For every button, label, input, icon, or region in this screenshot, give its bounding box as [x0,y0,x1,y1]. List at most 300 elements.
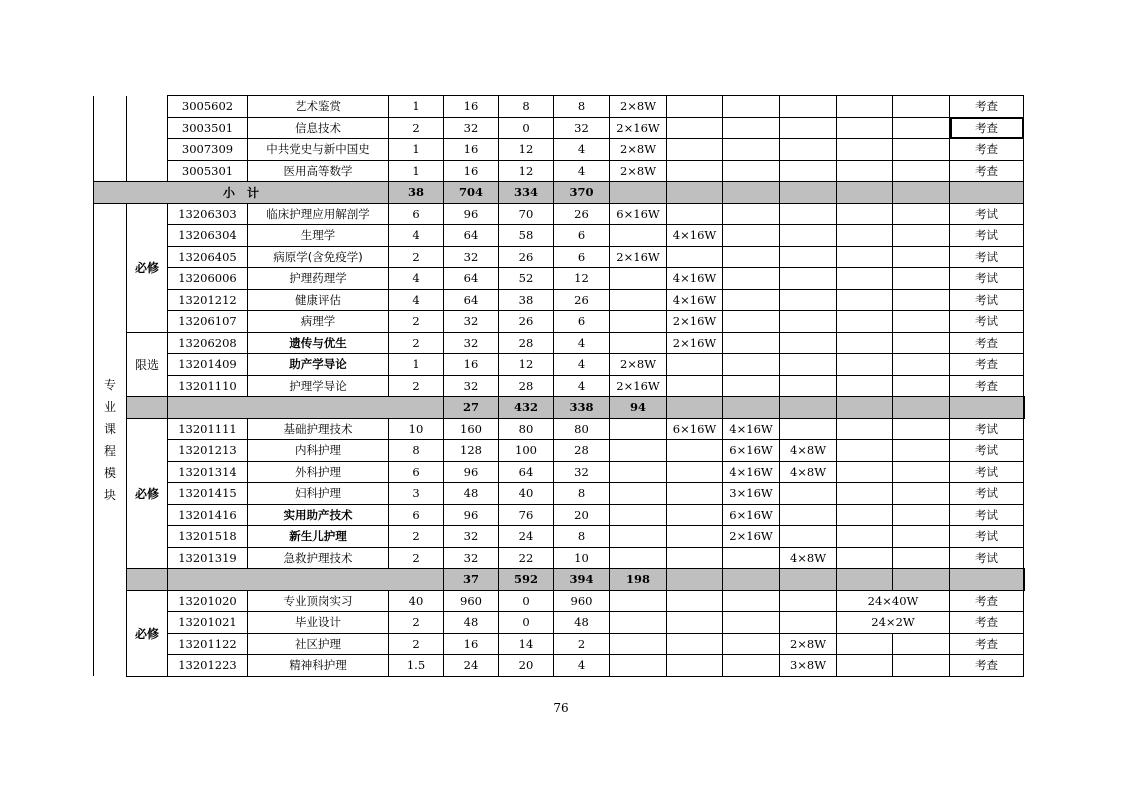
semester-cell: 4×16W [723,418,780,440]
semester-cell [837,203,893,225]
subtotal-row [94,569,1025,591]
course-name: 毕业设计 [248,612,389,634]
course-hours: 32 [444,526,499,548]
subtotal-practice: 370 [554,182,610,204]
semester-cell [837,655,893,677]
semester-cell [893,504,950,526]
course-hours: 128 [444,440,499,462]
semester-cell [723,547,780,569]
course-name: 外科护理 [248,461,389,483]
semester-cell [610,461,667,483]
semester-cell [780,483,837,505]
semester-cell [667,354,723,376]
course-hours: 32 [444,547,499,569]
course-code: 13206304 [168,225,248,247]
assessment-type: 考试 [950,246,1024,268]
semester-cell [780,569,837,591]
course-theory: 28 [499,332,554,354]
semester-cell [780,203,837,225]
assessment-type: 考试 [950,440,1024,462]
semester-cell [667,397,723,419]
semester-cell [780,182,837,204]
semester-cell [780,354,837,376]
assessment-type: 考查 [950,96,1024,118]
semester-cell [893,160,950,182]
course-practice: 960 [554,590,610,612]
course-code: 13201020 [168,590,248,612]
semester-cell: 2×8W [610,354,667,376]
semester-cell [610,590,667,612]
semester-cell: 6×16W [723,440,780,462]
assessment-type: 考查 [950,612,1024,634]
course-credits: 1.5 [389,655,444,677]
table-row [94,268,1025,290]
semester-cell: 4×16W [667,289,723,311]
semester-cell [723,354,780,376]
semester-cell [667,461,723,483]
course-code: 13201416 [168,504,248,526]
table-row [94,139,1025,161]
assessment-type [1024,397,1025,419]
subtotal-hours: 592 [499,569,554,591]
course-practice: 4 [554,354,610,376]
course-name: 内科护理 [248,440,389,462]
course-name: 专业顶岗实习 [248,590,389,612]
course-practice: 8 [554,483,610,505]
course-name: 临床护理应用解剖学 [248,203,389,225]
semester-cell [667,526,723,548]
semester-cell [723,289,780,311]
course-theory: 76 [499,504,554,526]
assessment-type [1024,569,1025,591]
course-code: 13201518 [168,526,248,548]
assessment-type: 考试 [950,526,1024,548]
course-hours: 64 [444,289,499,311]
course-credits: 6 [389,504,444,526]
semester-cell [723,590,780,612]
course-credits: 2 [389,311,444,333]
course-practice: 4 [554,375,610,397]
semester-cell [837,375,893,397]
semester-cell: 2×8W [610,139,667,161]
semester-cell [893,332,950,354]
course-credits: 2 [389,246,444,268]
course-practice: 6 [554,225,610,247]
semester-cell: 6×16W [667,418,723,440]
course-practice: 26 [554,289,610,311]
table-row [94,354,1025,376]
course-theory: 28 [499,375,554,397]
course-code: 13206006 [168,268,248,290]
assessment-type: 考试 [950,461,1024,483]
semester-cell-merged: 24×40W [837,590,950,612]
course-hours: 16 [444,139,499,161]
semester-cell [893,182,950,204]
semester-cell [893,96,950,118]
subcategory-cell [127,96,168,182]
semester-cell [667,504,723,526]
assessment-type: 考查 [950,117,1024,139]
semester-cell [667,375,723,397]
table-row [94,590,1025,612]
semester-cell [610,289,667,311]
course-credits: 3 [389,483,444,505]
course-code: 13206208 [168,332,248,354]
course-theory: 12 [499,139,554,161]
semester-cell [667,633,723,655]
semester-cell [723,633,780,655]
course-theory: 24 [499,526,554,548]
course-credits: 8 [389,440,444,462]
semester-cell [610,547,667,569]
semester-cell [723,332,780,354]
semester-cell [723,225,780,247]
semester-cell [837,483,893,505]
semester-cell [610,418,667,440]
semester-cell [837,504,893,526]
course-practice: 80 [554,418,610,440]
semester-cell [723,246,780,268]
course-code: 13201110 [168,375,248,397]
assessment-type: 考试 [950,311,1024,333]
semester-cell [837,289,893,311]
table-row [94,655,1025,677]
course-code: 3005301 [168,160,248,182]
course-theory: 12 [499,160,554,182]
assessment-type: 考查 [950,375,1024,397]
subtotal-practice: 94 [610,397,667,419]
semester-cell: 4×16W [667,225,723,247]
course-hours: 160 [444,418,499,440]
table-row [94,375,1025,397]
table-row [94,418,1025,440]
semester-cell: 4×8W [780,547,837,569]
semester-cell [893,461,950,483]
semester-cell [610,182,667,204]
table-row [94,311,1025,333]
semester-cell [837,633,893,655]
course-name: 护理学导论 [248,375,389,397]
semester-cell: 2×8W [610,96,667,118]
course-theory: 22 [499,547,554,569]
course-theory: 0 [499,590,554,612]
course-code: 13201122 [168,633,248,655]
course-credits: 2 [389,633,444,655]
semester-cell [723,96,780,118]
assessment-type: 考试 [950,547,1024,569]
course-theory: 0 [499,117,554,139]
semester-cell [780,289,837,311]
semester-cell [837,311,893,333]
semester-cell [780,160,837,182]
course-theory: 52 [499,268,554,290]
semester-cell [780,311,837,333]
semester-cell: 6×16W [723,504,780,526]
assessment-type: 考查 [950,633,1024,655]
course-code: 3005602 [168,96,248,118]
semester-cell [723,569,780,591]
semester-cell: 2×16W [610,117,667,139]
semester-cell [780,418,837,440]
semester-cell [610,483,667,505]
course-credits: 2 [389,375,444,397]
course-hours: 64 [444,225,499,247]
course-code: 13201314 [168,461,248,483]
semester-cell-merged: 24×2W [837,612,950,634]
subtotal-label [168,569,444,591]
semester-cell [893,139,950,161]
course-practice: 6 [554,311,610,333]
semester-cell: 2×16W [723,526,780,548]
course-theory: 20 [499,655,554,677]
course-theory: 40 [499,483,554,505]
semester-cell [893,655,950,677]
course-practice: 12 [554,268,610,290]
semester-cell [723,268,780,290]
subtotal-theory: 394 [554,569,610,591]
course-credits: 2 [389,526,444,548]
semester-cell [667,440,723,462]
course-hours: 32 [444,246,499,268]
course-name: 健康评估 [248,289,389,311]
semester-cell: 4×16W [667,268,723,290]
semester-cell [723,311,780,333]
semester-cell [610,268,667,290]
semester-cell [837,225,893,247]
semester-cell [893,397,950,419]
assessment-type [950,182,1024,204]
semester-cell: 3×8W [780,655,837,677]
course-hours: 48 [444,612,499,634]
course-theory: 58 [499,225,554,247]
course-hours: 32 [444,117,499,139]
course-theory: 14 [499,633,554,655]
semester-cell [610,225,667,247]
assessment-type: 考试 [950,268,1024,290]
course-code: 3003501 [168,117,248,139]
course-hours: 96 [444,461,499,483]
semester-cell [610,504,667,526]
semester-cell [780,246,837,268]
course-code: 13201319 [168,547,248,569]
assessment-type: 考查 [950,160,1024,182]
course-theory: 12 [499,354,554,376]
subtotal-credits: 27 [444,397,499,419]
course-credits: 6 [389,461,444,483]
semester-cell [837,332,893,354]
course-credits: 1 [389,160,444,182]
module-label [94,203,127,676]
course-hours: 32 [444,332,499,354]
semester-cell [667,483,723,505]
assessment-type: 考查 [950,590,1024,612]
semester-cell [667,139,723,161]
semester-cell: 4×8W [780,461,837,483]
course-name: 新生儿护理 [248,526,389,548]
course-code: 13201409 [168,354,248,376]
semester-cell [667,655,723,677]
semester-cell [610,633,667,655]
semester-cell [667,569,723,591]
course-practice: 32 [554,461,610,483]
subtotal-practice: 198 [610,569,667,591]
table-row [94,526,1025,548]
semester-cell [723,139,780,161]
subtotal-label [168,397,444,419]
assessment-type: 考查 [950,655,1024,677]
table-row [94,289,1025,311]
semester-cell: 3×16W [723,483,780,505]
assessment-type: 考试 [950,483,1024,505]
table-row [94,633,1025,655]
course-credits: 2 [389,612,444,634]
course-practice: 4 [554,332,610,354]
semester-cell [723,117,780,139]
semester-cell [780,96,837,118]
semester-cell [950,569,1024,591]
table-row [94,225,1025,247]
course-theory: 8 [499,96,554,118]
semester-cell [610,655,667,677]
semester-cell [893,526,950,548]
semester-cell [837,526,893,548]
assessment-type: 考试 [950,418,1024,440]
table-row [94,160,1025,182]
semester-cell [667,96,723,118]
semester-cell: 4×8W [780,440,837,462]
assessment-type: 考查 [950,139,1024,161]
course-hours: 96 [444,203,499,225]
semester-cell [667,590,723,612]
semester-cell [837,117,893,139]
semester-cell [723,655,780,677]
semester-cell [667,612,723,634]
table-row [94,461,1025,483]
semester-cell: 4×16W [723,461,780,483]
semester-cell [610,311,667,333]
course-hours: 24 [444,655,499,677]
course-name: 中共党史与新中国史 [248,139,389,161]
semester-cell [780,397,837,419]
assessment-type: 考试 [950,504,1024,526]
course-name: 遗传与优生 [248,332,389,354]
subtotal-credits: 38 [389,182,444,204]
course-credits: 1 [389,354,444,376]
subtotal-hours: 432 [499,397,554,419]
subtotal-theory: 338 [554,397,610,419]
semester-cell [893,203,950,225]
semester-cell [667,547,723,569]
semester-cell [893,547,950,569]
semester-cell [723,375,780,397]
course-code: 13201111 [168,418,248,440]
course-practice: 2 [554,633,610,655]
course-hours: 96 [444,504,499,526]
subtotal-label: 小 计 [94,182,389,204]
subtotal-row [94,397,1025,419]
course-theory: 26 [499,246,554,268]
course-name: 妇科护理 [248,483,389,505]
course-theory: 64 [499,461,554,483]
course-code: 13201213 [168,440,248,462]
semester-cell [610,332,667,354]
semester-cell [893,225,950,247]
course-practice: 48 [554,612,610,634]
table-row [94,246,1025,268]
course-name: 生理学 [248,225,389,247]
semester-cell [837,182,893,204]
course-hours: 32 [444,375,499,397]
semester-cell [893,311,950,333]
course-practice: 10 [554,547,610,569]
semester-cell [780,612,837,634]
semester-cell [837,268,893,290]
assessment-type: 考试 [950,203,1024,225]
semester-cell: 2×16W [667,332,723,354]
semester-cell: 2×16W [667,311,723,333]
semester-cell [780,225,837,247]
semester-cell [780,375,837,397]
course-name: 助产学导论 [248,354,389,376]
semester-cell [780,332,837,354]
semester-cell [837,418,893,440]
table-row [94,483,1025,505]
course-hours: 48 [444,483,499,505]
table-row [94,504,1025,526]
course-credits: 2 [389,547,444,569]
course-theory: 70 [499,203,554,225]
course-code: 13206107 [168,311,248,333]
assessment-type: 考查 [950,354,1024,376]
course-code: 13201021 [168,612,248,634]
course-hours: 16 [444,633,499,655]
course-practice: 8 [554,96,610,118]
table-row [94,547,1025,569]
course-hours: 960 [444,590,499,612]
semester-cell [780,139,837,161]
course-theory: 80 [499,418,554,440]
group-label: 必修 [127,418,168,569]
table-row [94,440,1025,462]
table-row [94,203,1025,225]
semester-cell [667,160,723,182]
semester-cell [837,160,893,182]
course-code: 13201415 [168,483,248,505]
semester-cell [610,612,667,634]
semester-cell [837,461,893,483]
course-credits: 6 [389,203,444,225]
semester-cell [667,203,723,225]
course-schedule-table [93,95,1025,677]
semester-cell [610,526,667,548]
course-credits: 4 [389,268,444,290]
course-code: 3007309 [168,139,248,161]
semester-cell [893,483,950,505]
course-name: 艺术鉴赏 [248,96,389,118]
course-name: 精神科护理 [248,655,389,677]
subtotal-row [94,182,1025,204]
course-practice: 20 [554,504,610,526]
semester-cell [723,612,780,634]
semester-cell [837,547,893,569]
course-name: 病原学(含免疫学) [248,246,389,268]
course-theory: 26 [499,311,554,333]
semester-cell: 2×16W [610,375,667,397]
semester-cell [893,375,950,397]
semester-cell [893,440,950,462]
semester-cell [667,246,723,268]
course-code: 13201212 [168,289,248,311]
